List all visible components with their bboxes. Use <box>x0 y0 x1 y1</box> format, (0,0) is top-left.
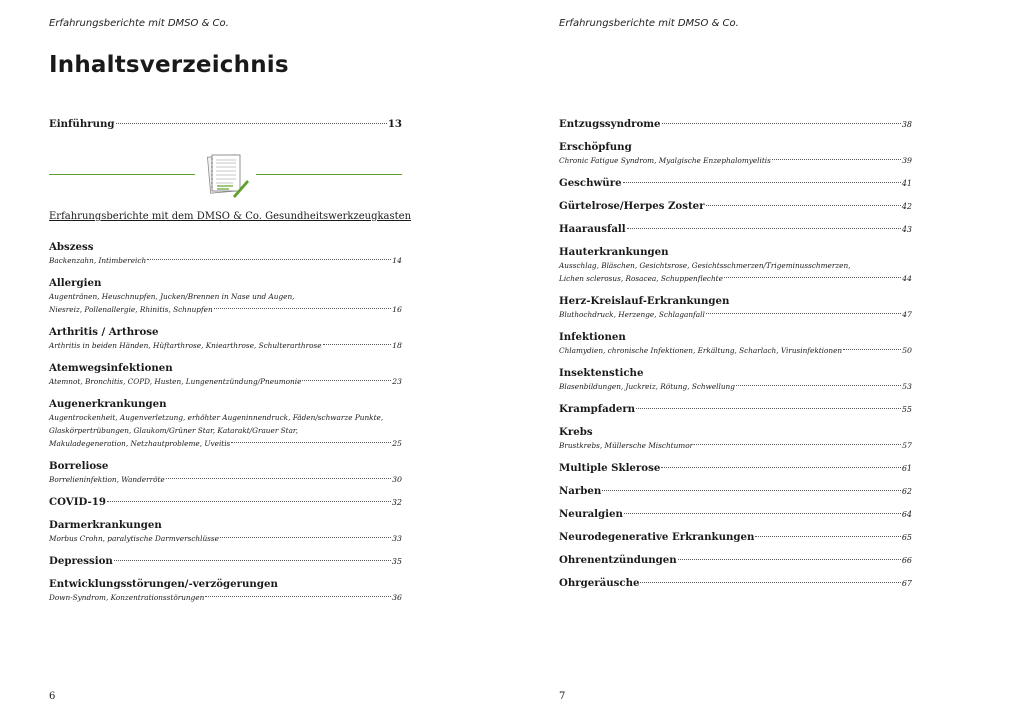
dot-leader <box>627 228 901 229</box>
divider-left <box>49 174 195 175</box>
dot-leader <box>107 501 391 502</box>
toc-entry[interactable] <box>49 578 402 604</box>
entry-heading: Erschöpfung <box>559 141 632 153</box>
entry-page: 61 <box>901 464 912 473</box>
dot-leader <box>602 490 901 491</box>
toc-entry[interactable] <box>559 246 912 285</box>
entry-page: 43 <box>901 225 912 234</box>
page-title: Inhaltsverzeichnis <box>49 52 289 78</box>
running-head: Erfahrungsberichte mit DMSO & Co. <box>559 18 739 29</box>
dot-leader <box>323 344 392 345</box>
entry-heading: Multiple Sklerose <box>559 462 661 474</box>
toc-entry[interactable] <box>49 398 402 450</box>
entry-heading: Atemwegsinfektionen <box>49 362 173 374</box>
entry-detail: Borrelieninfektion, Wanderröte <box>49 475 165 484</box>
toc-entry[interactable] <box>559 223 912 235</box>
entry-heading: Insektenstiche <box>559 367 644 379</box>
notebook-icon <box>203 152 249 198</box>
entry-page: 57 <box>902 441 912 450</box>
toc-entry[interactable] <box>49 496 402 508</box>
entry-heading: Krebs <box>559 426 593 438</box>
toc-entry[interactable] <box>559 331 912 357</box>
dot-leader <box>706 313 901 314</box>
entry-detail: Blasenbildungen, Juckreiz, Rötung, Schwellung <box>559 382 735 391</box>
entry-page: 18 <box>392 341 402 350</box>
dot-leader <box>661 467 901 468</box>
entry-page: 36 <box>392 593 402 602</box>
toc-entry[interactable] <box>49 241 402 267</box>
entry-page: 55 <box>901 405 912 414</box>
entry-page: 38 <box>901 120 912 129</box>
entry-page: 65 <box>901 533 912 542</box>
toc-entry[interactable] <box>49 362 402 388</box>
dot-leader <box>772 159 901 160</box>
toc-entry[interactable] <box>49 277 402 316</box>
entry-page: 47 <box>902 310 912 319</box>
entry-page: 64 <box>901 510 912 519</box>
entry-heading: Haarausfall <box>559 223 626 235</box>
entry-heading: Darmerkrankungen <box>49 519 162 531</box>
entry-detail: Augentränen, Heuschnupfen, Jucken/Brennen in Nase und Augen, <box>49 292 295 301</box>
entry-heading: Ohrenentzündungen <box>559 554 677 566</box>
entry-page: 50 <box>902 346 912 355</box>
entry-heading: Neurodegenerative Erkrankungen <box>559 531 755 543</box>
entry-detail: Brustkrebs, Müllersche Mischtumor <box>559 441 694 450</box>
entry-heading: Hauterkrankungen <box>559 246 669 258</box>
entry-heading: Augenerkrankungen <box>49 398 167 410</box>
dot-leader <box>755 536 900 537</box>
entry-page: 30 <box>392 475 402 484</box>
entry-detail: Ausschlag, Bläschen, Gesichtsrose, Gesichtsschmerzen/Trigeminusschmerzen, <box>559 261 851 270</box>
dot-leader <box>220 537 391 538</box>
entry-heading: Gürtelrose/Herpes Zoster <box>559 200 705 212</box>
entry-heading: Depression <box>49 555 113 567</box>
entry-heading: Neuralgien <box>559 508 623 520</box>
entry-heading: Narben <box>559 485 602 497</box>
dot-leader <box>678 559 901 560</box>
dot-leader <box>706 205 901 206</box>
dot-leader <box>116 123 387 124</box>
dot-leader <box>214 308 391 309</box>
entry-heading: Ohrgeräusche <box>559 577 640 589</box>
toc-entry[interactable] <box>559 295 912 321</box>
toc-entry[interactable] <box>559 177 912 189</box>
dot-leader <box>114 560 391 561</box>
dot-leader <box>636 408 901 409</box>
toc-entry[interactable] <box>559 426 912 452</box>
entry-heading: Geschwüre <box>559 177 622 189</box>
toc-entry[interactable] <box>559 531 912 543</box>
toc-entry[interactable] <box>49 460 402 486</box>
dot-leader <box>736 385 901 386</box>
entry-page: 33 <box>392 534 402 543</box>
toc-entry[interactable] <box>559 403 912 415</box>
entry-page: 16 <box>392 305 402 314</box>
entry-heading: Herz-Kreislauf-Erkrankungen <box>559 295 730 307</box>
dot-leader <box>231 442 391 443</box>
entry-page: 53 <box>902 382 912 391</box>
entry-detail: Atemnot, Bronchitis, COPD, Husten, Lungenentzündung/Pneumonie <box>49 377 302 386</box>
entry-heading: Krampfadern <box>559 403 636 415</box>
dot-leader <box>843 349 901 350</box>
toc-entry[interactable] <box>559 577 912 589</box>
divider-right <box>256 174 402 175</box>
entry-detail: Morbus Crohn, paralytische Darmverschlüsse <box>49 534 219 543</box>
toc-entry[interactable] <box>49 519 402 545</box>
toc-entry[interactable] <box>49 555 402 567</box>
entry-detail: Augentrockenheit, Augenverletzung, erhöhter Augeninnendruck, Fäden/schwarze Punkte, <box>49 413 384 422</box>
running-head: Erfahrungsberichte mit DMSO & Co. <box>49 18 229 29</box>
dot-leader <box>166 478 391 479</box>
section-title: Erfahrungsberichte mit dem DMSO & Co. Gesundheitswerkzeugkasten <box>49 211 412 222</box>
entry-detail: Chronic Fatigue Syndrom, Myalgische Enzephalomyelitis <box>559 156 771 165</box>
dot-leader <box>694 444 901 445</box>
entry-detail: Lichen sclerosus, Rosacea, Schuppenflechte <box>559 274 723 283</box>
entry-heading: COVID-19 <box>49 496 106 508</box>
entry-page: 44 <box>902 274 912 283</box>
entry-heading: Borreliose <box>49 460 109 472</box>
dot-leader <box>623 182 901 183</box>
intro-page: 13 <box>387 118 402 130</box>
entry-page: 32 <box>391 498 402 507</box>
toc-entry[interactable] <box>559 462 912 474</box>
toc-entry[interactable] <box>559 200 912 212</box>
dot-leader <box>624 513 901 514</box>
entry-detail: Arthritis in beiden Händen, Hüftarthrose, Kniearthrose, Schulterarthrose <box>49 341 322 350</box>
toc-entry[interactable] <box>559 485 912 497</box>
entry-detail: Down-Syndrom, Konzentrationsstörungen <box>49 593 205 602</box>
entry-detail: Niesreiz, Pollenallergie, Rhinitis, Schnupfen <box>49 305 213 314</box>
toc-entry[interactable] <box>559 554 912 566</box>
entry-page: 35 <box>391 557 402 566</box>
entry-heading: Infektionen <box>559 331 626 343</box>
dot-leader <box>662 123 901 124</box>
intro-label: Einführung <box>49 118 115 130</box>
entry-detail: Makuladegeneration, Netzhautprobleme, Uveitis <box>49 439 231 448</box>
entry-page: 25 <box>392 439 402 448</box>
toc-entry[interactable] <box>559 141 912 167</box>
entry-detail: Chlamydien, chronische Infektionen, Erkältung, Scharlach, Virusinfektionen <box>559 346 843 355</box>
entry-heading: Allergien <box>49 277 102 289</box>
entry-page: 14 <box>392 256 402 265</box>
toc-entry[interactable] <box>559 367 912 393</box>
entry-page: 67 <box>901 579 912 588</box>
intro-entry[interactable] <box>49 118 402 130</box>
entry-page: 39 <box>902 156 912 165</box>
entry-detail: Glaskörpertrübungen, Glaukom/Grüner Star, Katarakt/Grauer Star, <box>49 426 298 435</box>
page-number: 6 <box>49 691 56 702</box>
entry-page: 62 <box>901 487 912 496</box>
page-number: 7 <box>559 691 566 702</box>
entry-heading: Arthritis / Arthrose <box>49 326 159 338</box>
entry-heading: Entzugssyndrome <box>559 118 661 130</box>
entry-detail: Backenzahn, Intimbereich <box>49 256 147 265</box>
toc-entry[interactable] <box>49 326 402 352</box>
dot-leader <box>302 380 391 381</box>
entry-heading: Entwicklungsstörungen/-verzögerungen <box>49 578 278 590</box>
dot-leader <box>724 277 901 278</box>
entry-page: 23 <box>392 377 402 386</box>
dot-leader <box>205 596 391 597</box>
toc-entry[interactable] <box>559 118 912 130</box>
entry-heading: Abszess <box>49 241 94 253</box>
entry-page: 42 <box>901 202 912 211</box>
right-page <box>510 0 1020 721</box>
toc-entry[interactable] <box>559 508 912 520</box>
entry-page: 41 <box>901 179 912 188</box>
dot-leader <box>147 259 391 260</box>
dot-leader <box>640 582 900 583</box>
entry-page: 66 <box>901 556 912 565</box>
entry-detail: Bluthochdruck, Herzenge, Schlaganfall <box>559 310 705 319</box>
